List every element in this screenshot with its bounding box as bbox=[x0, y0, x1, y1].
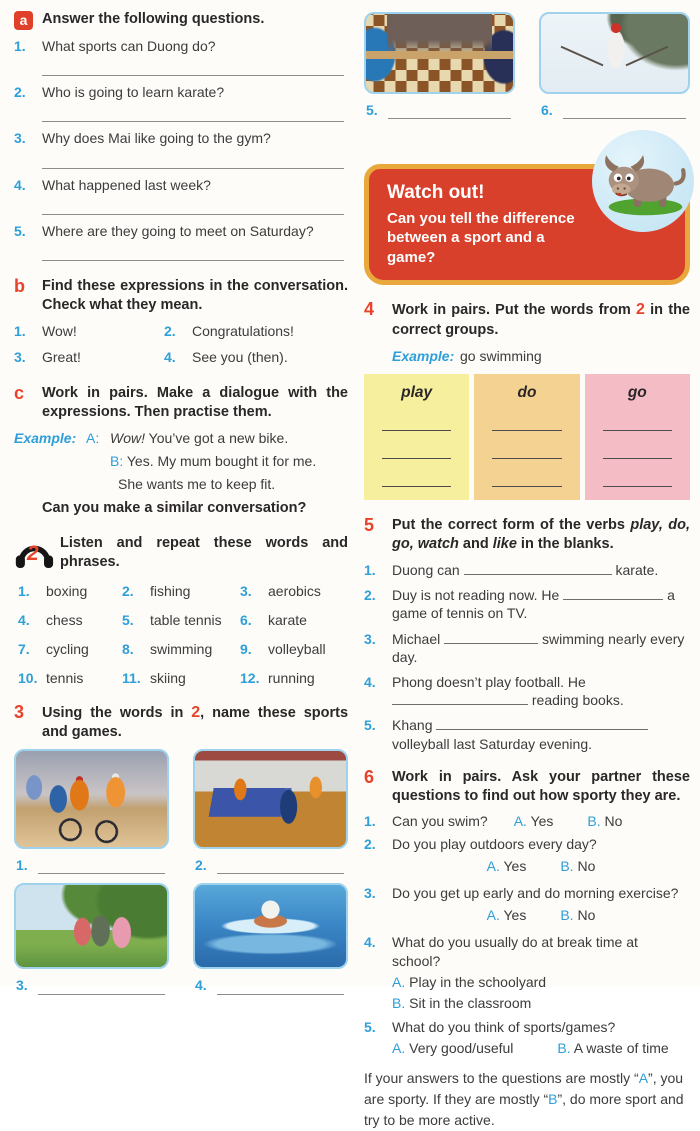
survey-question bbox=[364, 812, 690, 830]
headphones-icon bbox=[14, 537, 54, 569]
word-number: 12. bbox=[240, 670, 260, 687]
section-3-marker: 3 bbox=[14, 701, 25, 722]
right-column bbox=[364, 10, 690, 1129]
word-text: table tennis bbox=[150, 611, 222, 628]
word-item bbox=[18, 611, 122, 629]
word-text: boxing bbox=[46, 582, 88, 599]
word-item bbox=[122, 640, 240, 658]
word-item bbox=[240, 611, 348, 629]
survey-number: 4. bbox=[364, 934, 376, 951]
example-label: Example: bbox=[392, 348, 455, 365]
name-blank[interactable] bbox=[38, 861, 165, 874]
photo-number: 4. bbox=[195, 977, 207, 994]
word-item bbox=[122, 582, 240, 600]
section-4-title: Work in pairs. Put the words from 2 in the correct groups. bbox=[392, 301, 690, 339]
option-a-text: Yes bbox=[530, 813, 554, 830]
question-item bbox=[14, 176, 348, 215]
question-number: 4. bbox=[14, 176, 26, 193]
option-a-text: Yes bbox=[503, 857, 527, 874]
option-a-letter: A. bbox=[486, 857, 500, 874]
fill-blank[interactable] bbox=[464, 562, 612, 575]
word-item bbox=[18, 669, 122, 687]
section-c-marker: c bbox=[14, 383, 25, 403]
answer-blank[interactable] bbox=[42, 64, 344, 76]
example-text: go swimming bbox=[460, 348, 542, 365]
fill-sentence: Khang volleyball last Saturday evening. bbox=[392, 716, 690, 752]
dialogue-a-rest: You’ve got a new bike. bbox=[145, 429, 289, 446]
fill-number: 1. bbox=[364, 562, 376, 579]
group-column-do bbox=[474, 374, 579, 500]
survey-text: Can you swim? bbox=[392, 813, 488, 830]
fill-sentence: Michael swimming nearly every day. bbox=[392, 630, 685, 665]
speaker-a: A: bbox=[86, 429, 100, 446]
fill-item bbox=[364, 586, 690, 622]
word-number: 3. bbox=[240, 582, 252, 599]
name-blank[interactable] bbox=[388, 106, 511, 119]
section-c-title: Work in pairs. Make a dialogue with the expressions. Then practise them. bbox=[42, 385, 348, 420]
survey-question bbox=[364, 835, 690, 880]
survey-number: 2. bbox=[364, 835, 376, 852]
section-4 bbox=[364, 300, 690, 500]
photo-number: 6. bbox=[541, 102, 553, 118]
red-reference-2: 2 bbox=[191, 703, 201, 721]
section-4-marker: 4 bbox=[364, 299, 375, 320]
word-text: volleyball bbox=[268, 641, 326, 658]
question-text: Why does Mai like going to the gym? bbox=[42, 130, 271, 147]
expression-text: Wow! bbox=[42, 322, 77, 339]
verb-group-table bbox=[364, 374, 690, 500]
fill-number: 4. bbox=[364, 673, 376, 690]
dialogue-line-a bbox=[110, 429, 288, 447]
section-6 bbox=[364, 768, 690, 1131]
section-2 bbox=[14, 534, 348, 687]
option-a-text: Yes bbox=[503, 907, 527, 924]
photo-number: 3. bbox=[16, 977, 28, 994]
option-b-text: No bbox=[604, 813, 623, 830]
section-5 bbox=[364, 516, 690, 752]
sporty-note: If your answers to the questions are mostly “A”, you are sporty. If they are mostly “B”, do more sport and try to be more active. bbox=[364, 1070, 684, 1129]
question-text: Where are they going to meet on Saturday? bbox=[42, 222, 314, 239]
section-5-marker: 5 bbox=[364, 515, 375, 536]
option-a-letter: A. bbox=[392, 1040, 406, 1057]
word-text: chess bbox=[46, 611, 83, 628]
section-3 bbox=[14, 703, 348, 1004]
word-item bbox=[18, 582, 122, 600]
example-label: Example: bbox=[14, 429, 77, 446]
word-number: 9. bbox=[240, 641, 252, 658]
word-number: 4. bbox=[18, 611, 30, 628]
fill-blank[interactable] bbox=[392, 692, 528, 705]
answer-blank[interactable] bbox=[42, 249, 344, 261]
photo-label-6 bbox=[541, 101, 686, 119]
exclaim-word: Wow! bbox=[110, 429, 145, 446]
group-blank[interactable] bbox=[382, 403, 451, 431]
option-b-letter: B. bbox=[587, 813, 601, 830]
group-blank[interactable] bbox=[603, 403, 672, 431]
word-text: karate bbox=[268, 611, 307, 628]
section-a-title: Answer the following questions. bbox=[42, 11, 265, 27]
fill-sentence: Phong doesn’t play football. He reading books. bbox=[392, 673, 624, 709]
word-number: 6. bbox=[240, 611, 252, 628]
expression-item bbox=[164, 348, 348, 366]
question-text: Who is going to learn karate? bbox=[42, 84, 225, 101]
photo-table-tennis bbox=[193, 749, 348, 849]
photo-number: 1. bbox=[16, 857, 28, 874]
word-number: 8. bbox=[122, 641, 134, 658]
survey-text: Do you get up early and do morning exercise? bbox=[392, 884, 679, 901]
section-3-title: Using the words in 2, name these sports and games. bbox=[42, 703, 349, 741]
photo-running-in-park bbox=[14, 883, 169, 969]
speaker-b: B: bbox=[110, 452, 124, 469]
word-text: cycling bbox=[46, 641, 89, 658]
expression-item bbox=[14, 348, 164, 366]
expression-text: Great! bbox=[42, 348, 81, 365]
photo-label-4 bbox=[195, 976, 344, 994]
fill-item bbox=[364, 673, 690, 709]
group-blank[interactable] bbox=[492, 431, 561, 459]
dialogue-line-b2: She wants me to keep fit. bbox=[118, 476, 276, 493]
option-a-text: Very good/useful bbox=[409, 1040, 514, 1057]
word-number: 10. bbox=[18, 670, 38, 687]
group-blank[interactable] bbox=[603, 431, 672, 459]
question-item bbox=[14, 37, 348, 76]
fill-number: 2. bbox=[364, 587, 376, 604]
watch-out-callout bbox=[364, 164, 690, 285]
word-list bbox=[18, 582, 348, 688]
word-number: 1. bbox=[18, 582, 30, 599]
photo-chess-match bbox=[364, 12, 515, 94]
word-text: running bbox=[268, 670, 315, 687]
section-a bbox=[14, 10, 348, 261]
option-b-text: A waste of time bbox=[573, 1040, 669, 1057]
fill-sentence: Duy is not reading now. He a game of tennis on TV. bbox=[392, 587, 675, 622]
expression-text: Congratulations! bbox=[192, 322, 294, 339]
buffalo-icon bbox=[592, 130, 694, 232]
option-b-letter: B. bbox=[560, 857, 574, 874]
answer-blank[interactable] bbox=[42, 157, 344, 169]
group-header: do bbox=[517, 384, 537, 402]
group-column-go bbox=[585, 374, 690, 500]
question-item bbox=[14, 83, 348, 122]
survey-text: What do you think of sports/games? bbox=[392, 1019, 616, 1036]
word-item bbox=[122, 611, 240, 629]
fill-item bbox=[364, 716, 690, 752]
section-b-marker: b bbox=[14, 275, 25, 296]
expression-number: 1. bbox=[14, 322, 26, 339]
answer-blank[interactable] bbox=[42, 110, 344, 122]
survey-number: 1. bbox=[364, 813, 376, 830]
photo-label-2 bbox=[195, 856, 344, 874]
word-text: skiing bbox=[150, 670, 186, 687]
group-blank[interactable] bbox=[382, 459, 451, 487]
photo-label-3 bbox=[16, 976, 165, 994]
word-item bbox=[18, 640, 122, 658]
section-c-closing: Can you make a similar conversation? bbox=[42, 500, 307, 517]
question-text: What happened last week? bbox=[42, 176, 211, 193]
section-6-title: Work in pairs. Ask your partner these questions to find out how sporty they are. bbox=[392, 768, 690, 804]
expression-item bbox=[14, 322, 164, 340]
option-b-letter: B. bbox=[557, 1040, 571, 1057]
question-item bbox=[14, 222, 348, 261]
question-number: 1. bbox=[14, 38, 26, 54]
expression-number: 2. bbox=[164, 322, 176, 339]
option-a-text: Play in the schoolyard bbox=[409, 973, 547, 990]
question-item bbox=[14, 129, 348, 168]
survey-question bbox=[364, 933, 690, 1014]
section-b bbox=[14, 277, 348, 366]
expression-text: See you (then). bbox=[192, 348, 288, 365]
group-header: play bbox=[401, 384, 433, 402]
question-text: What sports can Duong do? bbox=[42, 38, 216, 54]
option-b-text: No bbox=[577, 857, 596, 874]
section-c bbox=[14, 384, 348, 518]
group-blank[interactable] bbox=[603, 459, 672, 487]
fill-number: 5. bbox=[364, 717, 376, 734]
fill-blank[interactable] bbox=[444, 631, 538, 644]
answer-blank[interactable] bbox=[42, 203, 344, 215]
question-number: 3. bbox=[14, 130, 26, 147]
section-5-title: Put the correct form of the verbs play, do, go, watch and like in the blanks. bbox=[392, 517, 690, 553]
red-reference-2: 2 bbox=[636, 301, 645, 319]
word-text: fishing bbox=[150, 582, 191, 599]
group-header: go bbox=[627, 384, 647, 402]
option-b-text: No bbox=[577, 907, 596, 924]
question-number: 2. bbox=[14, 84, 26, 101]
word-number: 5. bbox=[122, 611, 134, 628]
group-blank[interactable] bbox=[382, 431, 451, 459]
option-b-letter: B. bbox=[560, 907, 574, 924]
fill-blank[interactable] bbox=[563, 587, 663, 600]
word-number: 2. bbox=[122, 582, 134, 599]
expression-number: 4. bbox=[164, 348, 176, 365]
word-item bbox=[240, 582, 348, 600]
fill-item bbox=[364, 630, 690, 666]
option-b-text: Sit in the classroom bbox=[409, 994, 532, 1011]
group-blank[interactable] bbox=[492, 459, 561, 487]
name-blank[interactable] bbox=[563, 106, 686, 119]
survey-number: 3. bbox=[364, 884, 376, 901]
word-number: 11. bbox=[122, 670, 141, 687]
section-2-title: Listen and repeat these words and phrases. bbox=[60, 535, 348, 570]
option-b-letter: B. bbox=[392, 994, 406, 1011]
fill-item bbox=[364, 561, 690, 579]
option-a-letter: A. bbox=[486, 907, 500, 924]
survey-question bbox=[364, 884, 690, 929]
section-6-marker: 6 bbox=[364, 766, 375, 787]
photo-label-5 bbox=[366, 101, 511, 119]
name-blank[interactable] bbox=[217, 982, 344, 995]
dialogue-line-b: Yes. My mum bought it for me. bbox=[126, 452, 317, 469]
word-item bbox=[240, 669, 348, 687]
expression-item bbox=[164, 322, 348, 340]
question-number: 5. bbox=[14, 222, 26, 239]
survey-number: 5. bbox=[364, 1019, 376, 1036]
fill-sentence: Duong can karate. bbox=[392, 562, 659, 579]
word-item bbox=[240, 640, 348, 658]
name-blank[interactable] bbox=[217, 861, 344, 874]
photo-number: 5. bbox=[366, 102, 378, 118]
word-item bbox=[122, 669, 240, 687]
word-text: swimming bbox=[150, 641, 213, 658]
group-blank[interactable] bbox=[492, 403, 561, 431]
fill-blank[interactable] bbox=[436, 717, 648, 730]
photo-number: 2. bbox=[195, 857, 207, 874]
survey-text: What do you usually do at break time at school? bbox=[392, 934, 638, 969]
section-a-marker: a bbox=[14, 11, 33, 30]
photo-skiing bbox=[539, 12, 690, 94]
left-column bbox=[14, 10, 349, 994]
watch-out-question: Can you tell the difference between a sport and a game? bbox=[387, 209, 575, 266]
section-b-title: Find these expressions in the conversation. Check what they mean. bbox=[42, 277, 348, 313]
watch-out-title: Watch out! bbox=[387, 182, 485, 204]
name-blank[interactable] bbox=[38, 982, 165, 995]
fill-number: 3. bbox=[364, 630, 376, 647]
photo-cycling-race bbox=[14, 749, 169, 849]
expression-number: 3. bbox=[14, 348, 26, 365]
section-2-marker: 2 bbox=[27, 541, 39, 565]
photo-label-1 bbox=[16, 856, 165, 874]
word-text: tennis bbox=[46, 670, 84, 687]
survey-text: Do you play outdoors every day? bbox=[392, 835, 597, 852]
photo-swimming bbox=[193, 883, 348, 969]
option-a-letter: A. bbox=[392, 973, 406, 990]
survey-question bbox=[364, 1018, 690, 1061]
group-column-play bbox=[364, 374, 469, 500]
option-a-letter: A. bbox=[513, 813, 527, 830]
word-number: 7. bbox=[18, 641, 30, 658]
word-text: aerobics bbox=[268, 582, 321, 599]
